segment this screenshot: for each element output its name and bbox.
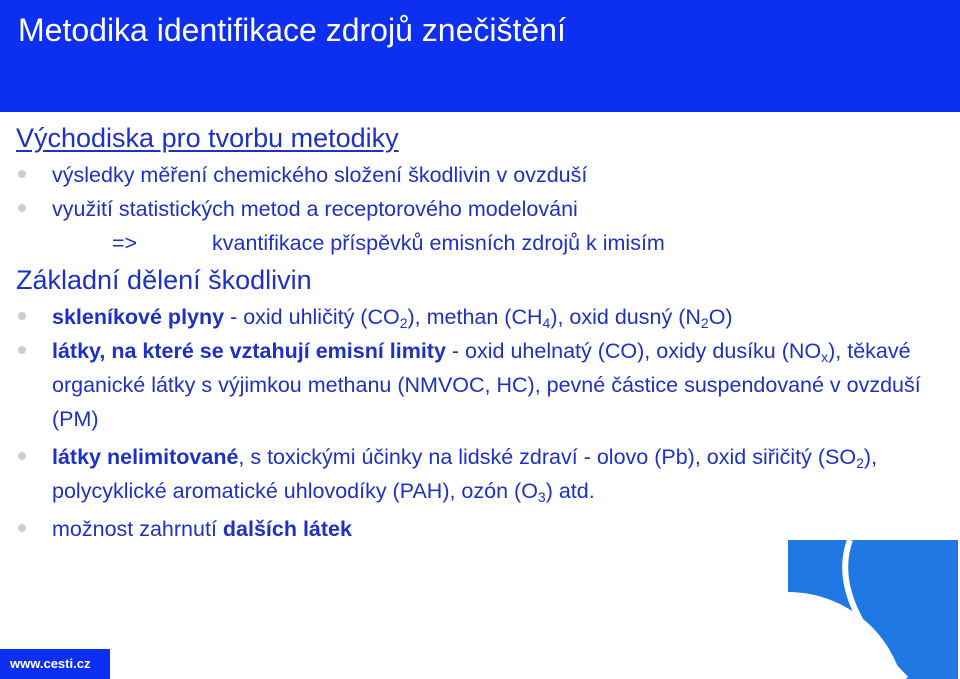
- title-bar: [0, 0, 960, 112]
- bullet-bold-label: látky, na které se vztahují emisní limity: [52, 339, 446, 363]
- company-logo: [788, 540, 958, 679]
- slide-title: Metodika identifikace zdrojů znečištění: [18, 12, 566, 48]
- bullet-text: ), oxid dusný (N: [550, 305, 701, 329]
- bullet-text: možnost zahrnutí: [52, 517, 223, 541]
- bullet-bold-label: skleníkové plyny: [52, 305, 225, 329]
- bullet-greenhouse-gases: [0, 300, 960, 334]
- section-heading-basis: Východiska pro tvorbu metodiky: [16, 123, 399, 153]
- bullet-bold-label: látky nelimitované: [52, 445, 239, 469]
- bullet-text: , s toxickými účinky na lidské zdraví - olovo (Pb), oxid siřičitý (SO: [238, 445, 857, 469]
- bullet-emission-limits: [0, 334, 960, 436]
- subscript: 2: [856, 455, 864, 471]
- subscript: x: [821, 349, 829, 365]
- bullet-text: ), methan (CH: [407, 305, 543, 329]
- bullet-text: ), těkavé organické látky s výjimkou methanu (NMVOC, HC), pevné částice suspendované v ovzduší (PM): [52, 339, 921, 431]
- bullet-text: O): [708, 305, 733, 329]
- footer-url[interactable]: www.cesti.cz: [0, 649, 110, 679]
- bullet-text: - oxid uhelnatý (CO), oxidy dusíku (NO: [445, 339, 822, 363]
- arrow-symbol: =>: [112, 231, 138, 255]
- bullet-statistics: využití statistických metod a receptorového modelováni: [0, 192, 960, 226]
- subscript: 4: [542, 315, 551, 331]
- slide-content: [0, 118, 960, 546]
- bullet-measurement: výsledky měření chemického složení škodlivin v ovzduší: [0, 158, 960, 192]
- subscript: 2: [700, 315, 709, 331]
- subscript: 3: [537, 489, 546, 505]
- bullet-unlimited: [0, 440, 960, 508]
- bullet-text: ), polycyklické aromatické uhlovodíky (PAH), ozón (O: [52, 445, 878, 503]
- section-heading-division: Základní dělení škodlivin: [16, 265, 312, 295]
- bullet-text: ) atd.: [545, 479, 595, 503]
- arrow-line: [0, 226, 960, 260]
- arrow-text: kvantifikace příspěvků emisních zdrojů k imisím: [212, 231, 665, 255]
- subscript: 2: [399, 315, 408, 331]
- bullet-bold-label: dalších látek: [222, 517, 352, 541]
- bullet-text: - oxid uhličitý (CO: [224, 305, 400, 329]
